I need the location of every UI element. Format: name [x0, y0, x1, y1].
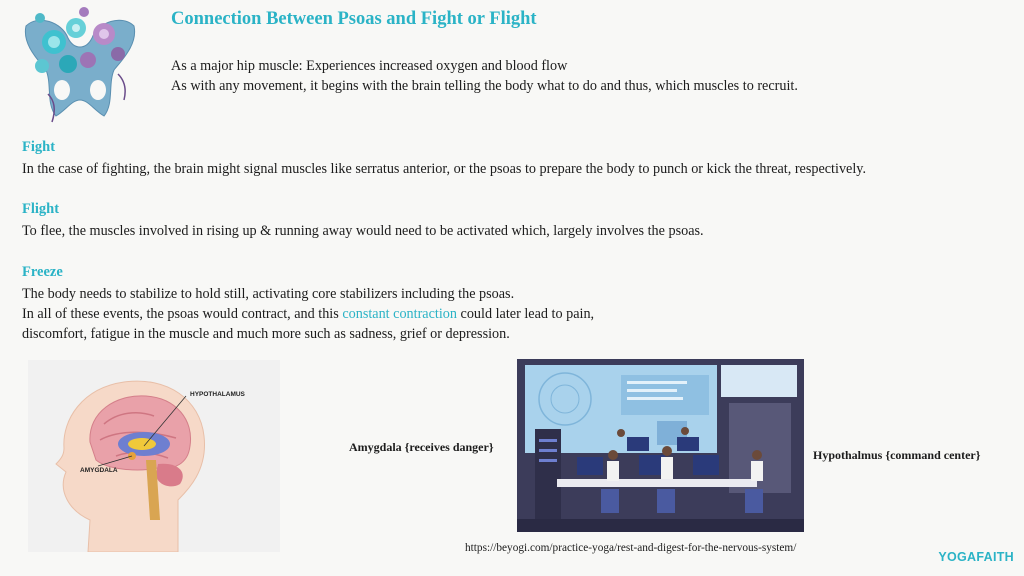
intro-line: As a major hip muscle: Experiences increased oxygen and blood flow [171, 58, 568, 74]
freeze-line-part: could later lead to pain, [456, 306, 595, 322]
freeze-text [22, 284, 594, 344]
source-link[interactable]: https://beyogi.com/practice-yoga/rest-and-digest-for-the-nervous-system/ [465, 542, 797, 554]
intro-text [171, 56, 798, 96]
amygdala-label: AMYGDALA [80, 467, 118, 474]
flight-heading: Flight [22, 201, 60, 217]
pelvis-flowers-illustration [18, 4, 142, 128]
brain-diagram [28, 360, 280, 552]
fight-heading: Fight [22, 139, 56, 155]
yogafaith-logo: YOGAFAITH [938, 550, 1014, 564]
freeze-line-part: In all of these events, the psoas would contract, and this [22, 306, 343, 322]
hypothalamus-caption: Hypothalmus {command center} [813, 448, 981, 462]
intro-line: As with any movement, it begins with the brain telling the body what to do and thus, which muscles to recruit. [171, 78, 798, 94]
flight-text: To flee, the muscles involved in rising up & running away would need to be activated which, largely involves the psoas. [22, 223, 704, 239]
command-center-illustration [517, 359, 804, 532]
hypothalamus-label: HYPOTHALAMUS [190, 391, 245, 398]
freeze-heading: Freeze [22, 264, 63, 280]
constant-contraction-highlight: constant contraction [342, 306, 457, 322]
amygdala-caption: Amygdala {receives danger} [349, 440, 494, 454]
page-title: Connection Between Psoas and Fight or Flight [171, 9, 537, 29]
fight-text: In the case of fighting, the brain might signal muscles like serratus anterior, or the psoas to prepare the body to punch or kick the threat, respectively. [22, 161, 866, 177]
freeze-line: The body needs to stabilize to hold still, activating core stabilizers including the psoas. [22, 286, 515, 302]
freeze-line [22, 304, 594, 324]
freeze-line: discomfort, fatigue in the muscle and much more such as sadness, grief or depression. [22, 326, 510, 342]
